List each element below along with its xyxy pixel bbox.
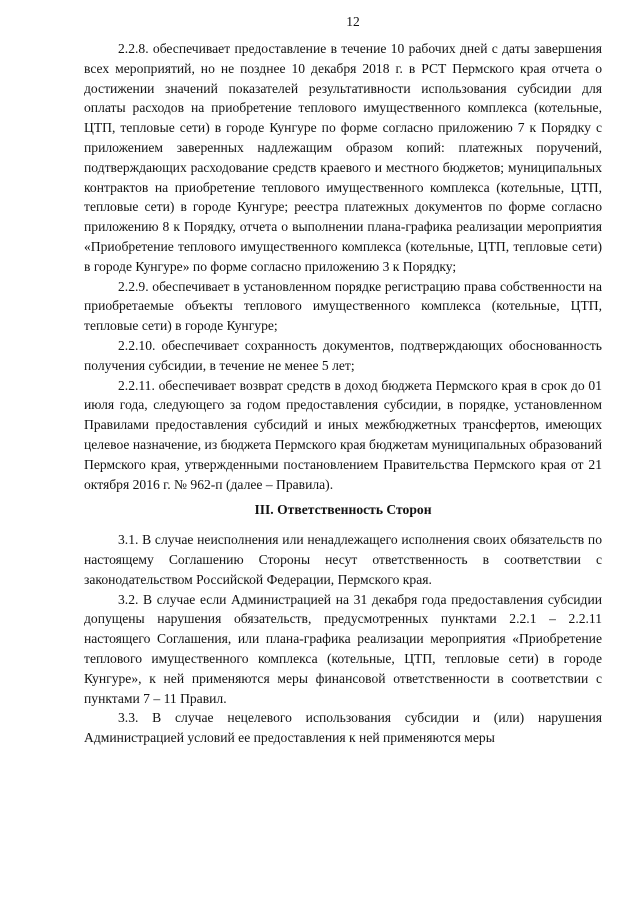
paragraph-2-2-10: 2.2.10. обеспечивает сохранность документов, подтверждающих обоснованность получения субсидии, в течение не менее 5 лет; <box>84 337 602 373</box>
paragraph-2-2-11: 2.2.11. обеспечивает возврат средств в доход бюджета Пермского края в срок до 01 июля года, следующего за годом предоставления субсидии, в порядке, установленном Правилами предоставления субсидий и иных межбюджетных трансфертов, имеющих целевое назначение, из бюджета Пермского края бюджетам муниципальных образований Пермского края, утвержденными постановлением Правительства Пермского края от 21 октября 2016 г. № 962-п (далее – Правила). <box>84 377 602 492</box>
paragraph-3-1: 3.1. В случае неисполнения или ненадлежащего исполнения своих обязательств по настоящему Соглашению Стороны несут ответственность в соответствии с законодательством Российской Федерации, Пермского края. <box>84 532 602 587</box>
section-heading: III. Ответственность Сторон <box>254 502 432 518</box>
page-number: 12 <box>346 14 360 29</box>
paragraph-2-2-8: 2.2.8. обеспечивает предоставление в течение 10 рабочих дней с даты завершения всех мероприятий, но не позднее 10 декабря 2018 г. в РСТ Пермского края отчета о достижении значений показателей результативности использования субсидии для оплаты расходов на приобретение теплового имущественного комплекса (котельные, ЦТП, тепловые сети) в городе Кунгуре по форме согласно приложению 7 к Порядку с приложением заверенных надлежащим образом копий: платежных поручений, подтверждающих расходование средств краевого и местного бюджетов; муниципальных контрактов на приобретение теплового имущественного комплекса (котельные, ЦТП, тепловые сети) в городе Кунгуре; реестра платежных документов по форме согласно приложению 8 к Порядку, отчета о выполнении плана-графика реализации мероприятия «Приобретение теплового имущественного комплекса (котельные, ЦТП, тепловые сети) в городе Кунгуре» по форме согласно приложению 3 к Порядку; <box>84 41 602 274</box>
paragraph-3-2: 3.2. В случае если Администрацией на 31 декабря года предоставления субсидии допущены нарушения обязательств, предусмотренных пунктами 2.2.1 – 2.2.11 настоящего Соглашения, или плана-графика реализации мероприятия «Приобретение теплового имущественного комплекса (котельные, ЦТП, тепловые сети) в городе Кунгуре», к ней применяются меры финансовой ответственности в соответствии с пунктами 7 – 11 Правил. <box>84 591 602 706</box>
paragraph-3-3: 3.3. В случае нецелевого использования субсидии и (или) нарушения Администрацией условий ее предоставления к ней применяются меры <box>84 710 602 746</box>
paragraph-2-2-9: 2.2.9. обеспечивает в установленном порядке регистрацию права собственности на приобретаемые объекты теплового имущественного комплекса (котельные, ЦТП, тепловые сети) в городе Кунгуре; <box>84 278 602 334</box>
